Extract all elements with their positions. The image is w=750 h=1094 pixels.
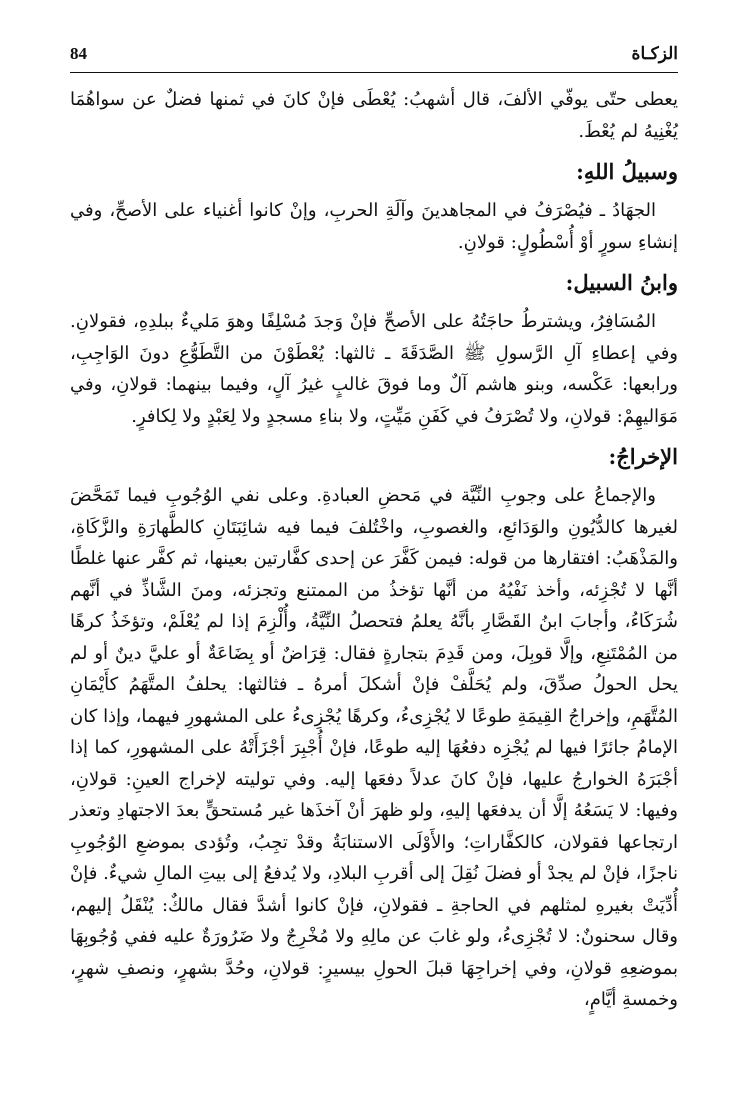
paragraph: والإجماعُ على وجوبِ النِّيَّة في مَحضِ العبادةِ. وعلى نفي الوُجُوبِ فيما تَمَحَّضَ لغيرها كالدُّيُونِ والوَدَائعِ، والغصوبِ، واخْتُلفَ فيما فيه شائِبَتَانِ كالطَّهارَةِ والزَّكَاةِ، والمَذْهَبُ: افتقارها من قوله: فيمن كَفَّرَ عن إحدى كفَّارتين بعينها، ثم كفَّر عنها غلطًا أنَّها لا تُجْزِئه، وأخذ نَفْيُهُ من أنَّها تؤخذُ من الممتنع وتجزئه، ومنَ الشَّاذِّ في أنَّهم شُرَكَاءُ، وأجابَ ابنُ القَصَّارِ بأنَّهُ يعلمُ فتحصلُ النِّيَّةُ، وأُلْزِمَ إذا لم يُعْلَمْ، وتؤخَذُ كرهًا من المُمْتَنِعِ، وإلَّا قوبِلَ، ومن قَدِمَ بتجارةٍ فقال: قِرَاضٌ أو بِضَاعَةٌ أو عليَّ دينٌ أو لم يحل الحولُ صدِّقَ، ولم يُحَلَّفْ فإنْ أشكلَ أمرهُ ـ فثالثها: يحلفُ المتَّهَمُ كأَيْمَانِ المُتَّهَمِ، وإخراجُ القِيمَةِ طوعًا لا يُجْزِىءُ، وكرهًا يُجْزِىءُ على المشهورِ فيهما، وإذا كان الإمامُ جائرًا فيها لم يُجْزِه دفعُهَا إليه طوعًا، فإنْ أُجْبِرَ أجْزَأَتْهُ على المشهورِ، كما إذا أجْبَرَهُ الخوارجُ عليها، فإنْ كانَ عدلاً دفعَها إليه. وفي توليته لإخراج العينِ: قولانِ، وفيها: لا يَسَعُهُ إلَّا أن يدفعَها إليهِ، ولو ظهرَ أنْ آخذَها غير مُستحقٍّ بعدَ الاجتهادِ وتعذر ارتجاعها فقولان، كالكفَّاراتِ؛ والأَوْلَى الاستنابَةُ وقدْ تجِبُ، وتُؤدى بموضعِ الوُجُوبِ ناجزًا، فإنْ لم يجدْ أو فضلَ نُقِلَ إلى أقربِ البلادِ، ولا يُدفعُ إلى بيتِ المالِ شيءٌ. فإنْ أُدِّيَتْ بغيرهِ لمثلهم في الحاجةِ ـ فقولانِ، فإنْ كانوا أشدَّ فقال مالكٌ: يُنْقَلُ إليهم، وقال سحنونٌ: لا تُجْزِىءُ، ولو غابَ عن مالِهِ ولا مُخْرِجٌ ولا ضَرُورَةٌ عليه ففي وُجُوبِهَا بموضعِهِ قولانِ، وفي إخراجِهَا قبلَ الحولِ بيسيرٍ: قولانِ، وحُدَّ بشهرٍ، ونصفِ شهرٍ، وخمسةِ أيَّامٍ، bbox=[70, 485, 678, 1010]
header-rule bbox=[70, 72, 678, 73]
paragraph: الجهَادُ ـ فيُصْرَفُ في المجاهدينَ وآلَةِ الحربِ، وإنْ كانوا أغنياء على الأصحِّ، وفي إنشاءِ سورٍ أوْ أُسْطُولٍ: قولانِ. bbox=[70, 200, 678, 253]
page-header bbox=[70, 40, 678, 68]
page-body bbox=[70, 84, 678, 1016]
paragraph: يعطى حتّى يوفّي الألفَ، قال أشهبُ: يُعْطَى فإنْ كانَ في ثمنها فضلٌ عن سواهُمَا يُغْنِيهُ لم يُعْطَ. bbox=[70, 89, 678, 142]
paragraph: المُسَافِرُ، ويشترطُ حاجَتُهُ على الأصحِّ فإنْ وَجدَ مُسْلِفًا وهوَ مَليءٌ ببلدِهِ، فقولانِ. وفي إعطاءِ آلِ الرَّسولِ ﷺ الصَّدَقَةَ ـ ثالثها: يُعْطَوْنَ من التَّطَوُّعِ دونَ الوَاجِبِ، ورابعها: عَكْسه، وبنو هاشم آلٌ وما فوقَ غالبٍ غيرُ آلٍ، وفيما بينهما: قولانِ، وفي مَوَاليهِمْ: قولانِ، ولا تُصْرَفُ في كَفَنِ مَيِّتٍ، ولا بناءِ مسجدٍ ولا لِعَبْدٍ ولا لِكافرٍ. bbox=[70, 311, 678, 427]
section-heading: الإخراجُ: bbox=[608, 444, 678, 469]
running-title: الزكـاة bbox=[631, 44, 678, 64]
section-heading: وابنُ السبيل: bbox=[565, 270, 678, 295]
section-heading: وسبيلُ اللهِ: bbox=[576, 159, 678, 184]
page-number: 84 bbox=[70, 44, 87, 63]
